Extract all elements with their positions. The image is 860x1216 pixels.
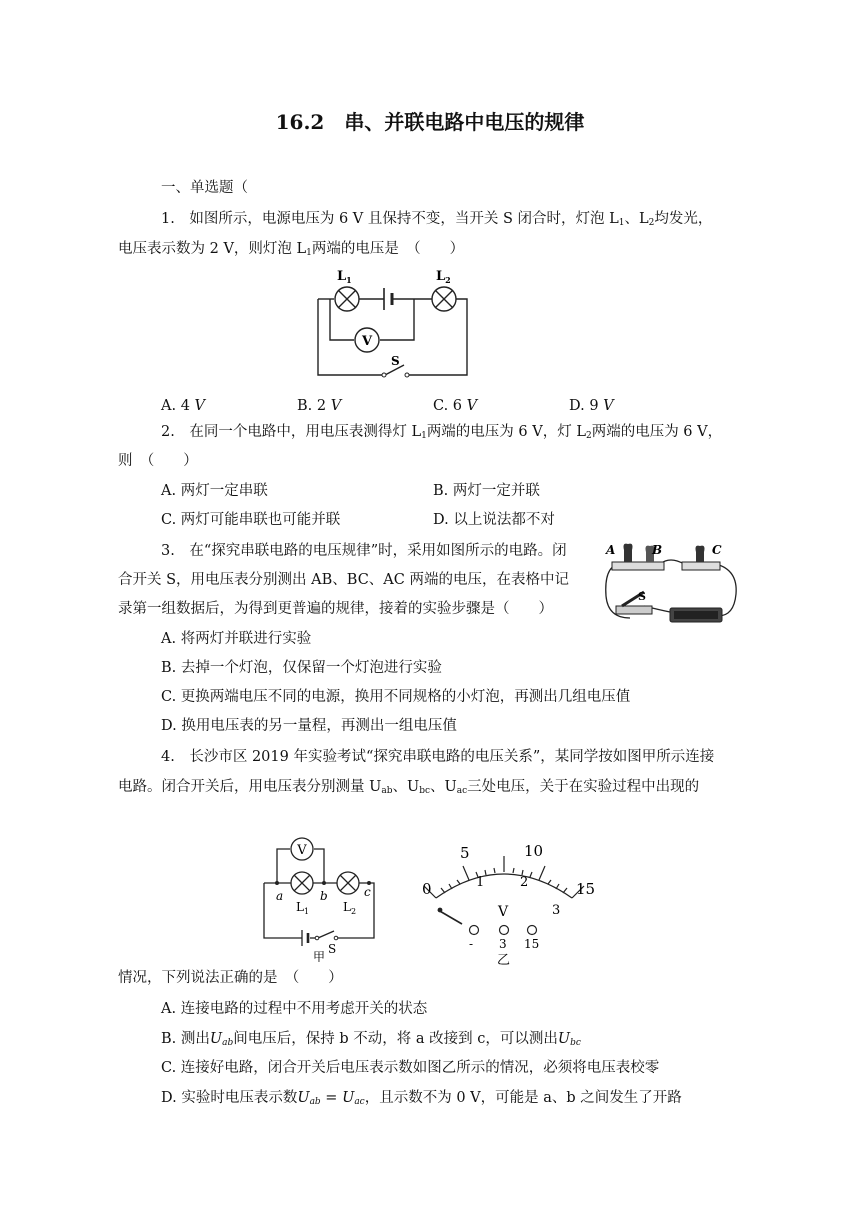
q1-option-c: C. 6 V — [433, 398, 478, 414]
jia-voltmeter-label: V — [297, 843, 307, 858]
q3-option-d: D. 换用电压表的另一量程，再测出一组电压值 — [161, 718, 457, 734]
q2-option-b: B. 两灯一定并联 — [433, 483, 540, 499]
q3-option-c: C. 更换两端电压不同的电源，换用不同规格的小灯泡，再测出几组电压值 — [161, 689, 631, 705]
yi-inner-1: 1 — [476, 875, 485, 890]
q3-label-b: B — [652, 543, 663, 557]
q3-label-c: C — [712, 543, 722, 557]
q4-circuit-jia — [256, 834, 384, 962]
jia-label-a: a — [276, 889, 284, 903]
yi-inner-3: 3 — [552, 903, 561, 918]
q2-option-c: C. 两灯可能串联也可能并联 — [161, 512, 341, 528]
q1-option-d: D. 9 V — [569, 398, 614, 414]
q1-line2: 电压表示数为 2 V，则灯泡 $L_1$两端的电压是 （ ） — [118, 241, 465, 258]
jia-switch-label: S — [328, 942, 337, 956]
q4-line3: 情况，下列说法正确的是 （ ） — [118, 970, 343, 986]
yi-caption: 乙 — [497, 953, 511, 966]
q3-label-a: A — [606, 543, 616, 557]
q3-option-b: B. 去掉一个灯泡，仅保留一个灯泡进行实验 — [161, 660, 442, 676]
q4-line2: 电路。闭合开关后，用电压表分别测量 $U_{ab}$、$U_{bc}$、$U_{ac}$三处电压，关于在实验过程中出现的 — [118, 779, 700, 796]
q2-line1: 2. 在同一个电路中，用电压表测得灯 $L_1$两端的电压为 6 V，灯 $L_2$两端的电压为 6 V， — [161, 424, 723, 441]
q1-line1: 1. 如图所示，电源电压为 6 V 且保持不变，当开关 S 闭合时，灯泡 $L_1$、$L_2$均发光， — [161, 211, 713, 228]
yi-label-0: 0 — [422, 880, 432, 898]
jia-l2-label: $L_2$ — [343, 900, 357, 916]
jia-label-b: b — [320, 889, 328, 903]
q1-option-b: B. 2 V — [297, 398, 342, 414]
yi-label-15: 15 — [576, 880, 596, 898]
q3-line2: 合开关 S，用电压表分别测出 AB、BC、AC 两端的电压，在表格中记 — [118, 572, 569, 588]
yi-terminal-neg: - — [469, 937, 474, 951]
yi-inner-2: 2 — [520, 875, 529, 890]
fig1-switch-label: S — [391, 354, 400, 368]
section-heading: 一、单选题（ — [161, 180, 248, 196]
q3-line1: 3. 在“探究串联电路的电压规律”时，采用如图所示的电路。闭 — [161, 543, 567, 559]
q2-line2: 则 （ ） — [118, 453, 198, 469]
yi-label-10: 10 — [524, 842, 544, 860]
jia-caption: 甲 — [313, 950, 326, 962]
q3-line3: 录第一组数据后，为得到更普遍的规律，接着的实验步骤是（ ） — [118, 601, 553, 617]
q2-option-d: D. 以上说法都不对 — [433, 512, 555, 528]
q1-circuit-diagram — [312, 266, 474, 382]
q2-option-a: A. 两灯一定串联 — [161, 483, 268, 499]
q4-line1: 4. 长沙市区 2019 年实验考试“探究串联电路的电压关系”，某同学按如图甲所示连接 — [161, 749, 715, 765]
jia-label-c: c — [364, 885, 371, 899]
q4-option-b: B. 测出$U_{ab}$间电压后，保持 b 不动，将 a 改接到 c，可以测出$U_{bc}$ — [161, 1031, 581, 1048]
q4-voltmeter-yi — [416, 836, 600, 966]
page-title: 16.2 串、并联电路中电压的规律 — [275, 110, 585, 134]
q4-option-d: D. 实验时电压表示数$U_{ab} = U_{ac}$，且示数不为 0 V，可能是 a、b 之间发生了开路 — [161, 1090, 682, 1107]
q3-apparatus-diagram — [600, 536, 744, 628]
yi-terminal-15: 15 — [524, 937, 540, 951]
yi-terminal-3: 3 — [499, 937, 507, 951]
q1-option-a: A. 4 V — [161, 398, 206, 414]
jia-l1-label: $L_1$ — [296, 900, 310, 916]
yi-unit-label: V — [498, 904, 509, 920]
fig1-voltmeter-label: V — [361, 334, 373, 349]
q4-option-a: A. 连接电路的过程中不用考虑开关的状态 — [161, 1001, 428, 1017]
yi-label-5: 5 — [460, 844, 470, 862]
q4-option-c: C. 连接好电路，闭合开关后电压表示数如图乙所示的情况，必须将电压表校零 — [161, 1060, 660, 1076]
q3-option-a: A. 将两灯并联进行实验 — [161, 631, 312, 647]
fig1-l2-label: $L_2$ — [436, 269, 451, 285]
fig1-l1-label: $L_1$ — [337, 269, 352, 285]
q3-label-s: S — [638, 590, 646, 603]
